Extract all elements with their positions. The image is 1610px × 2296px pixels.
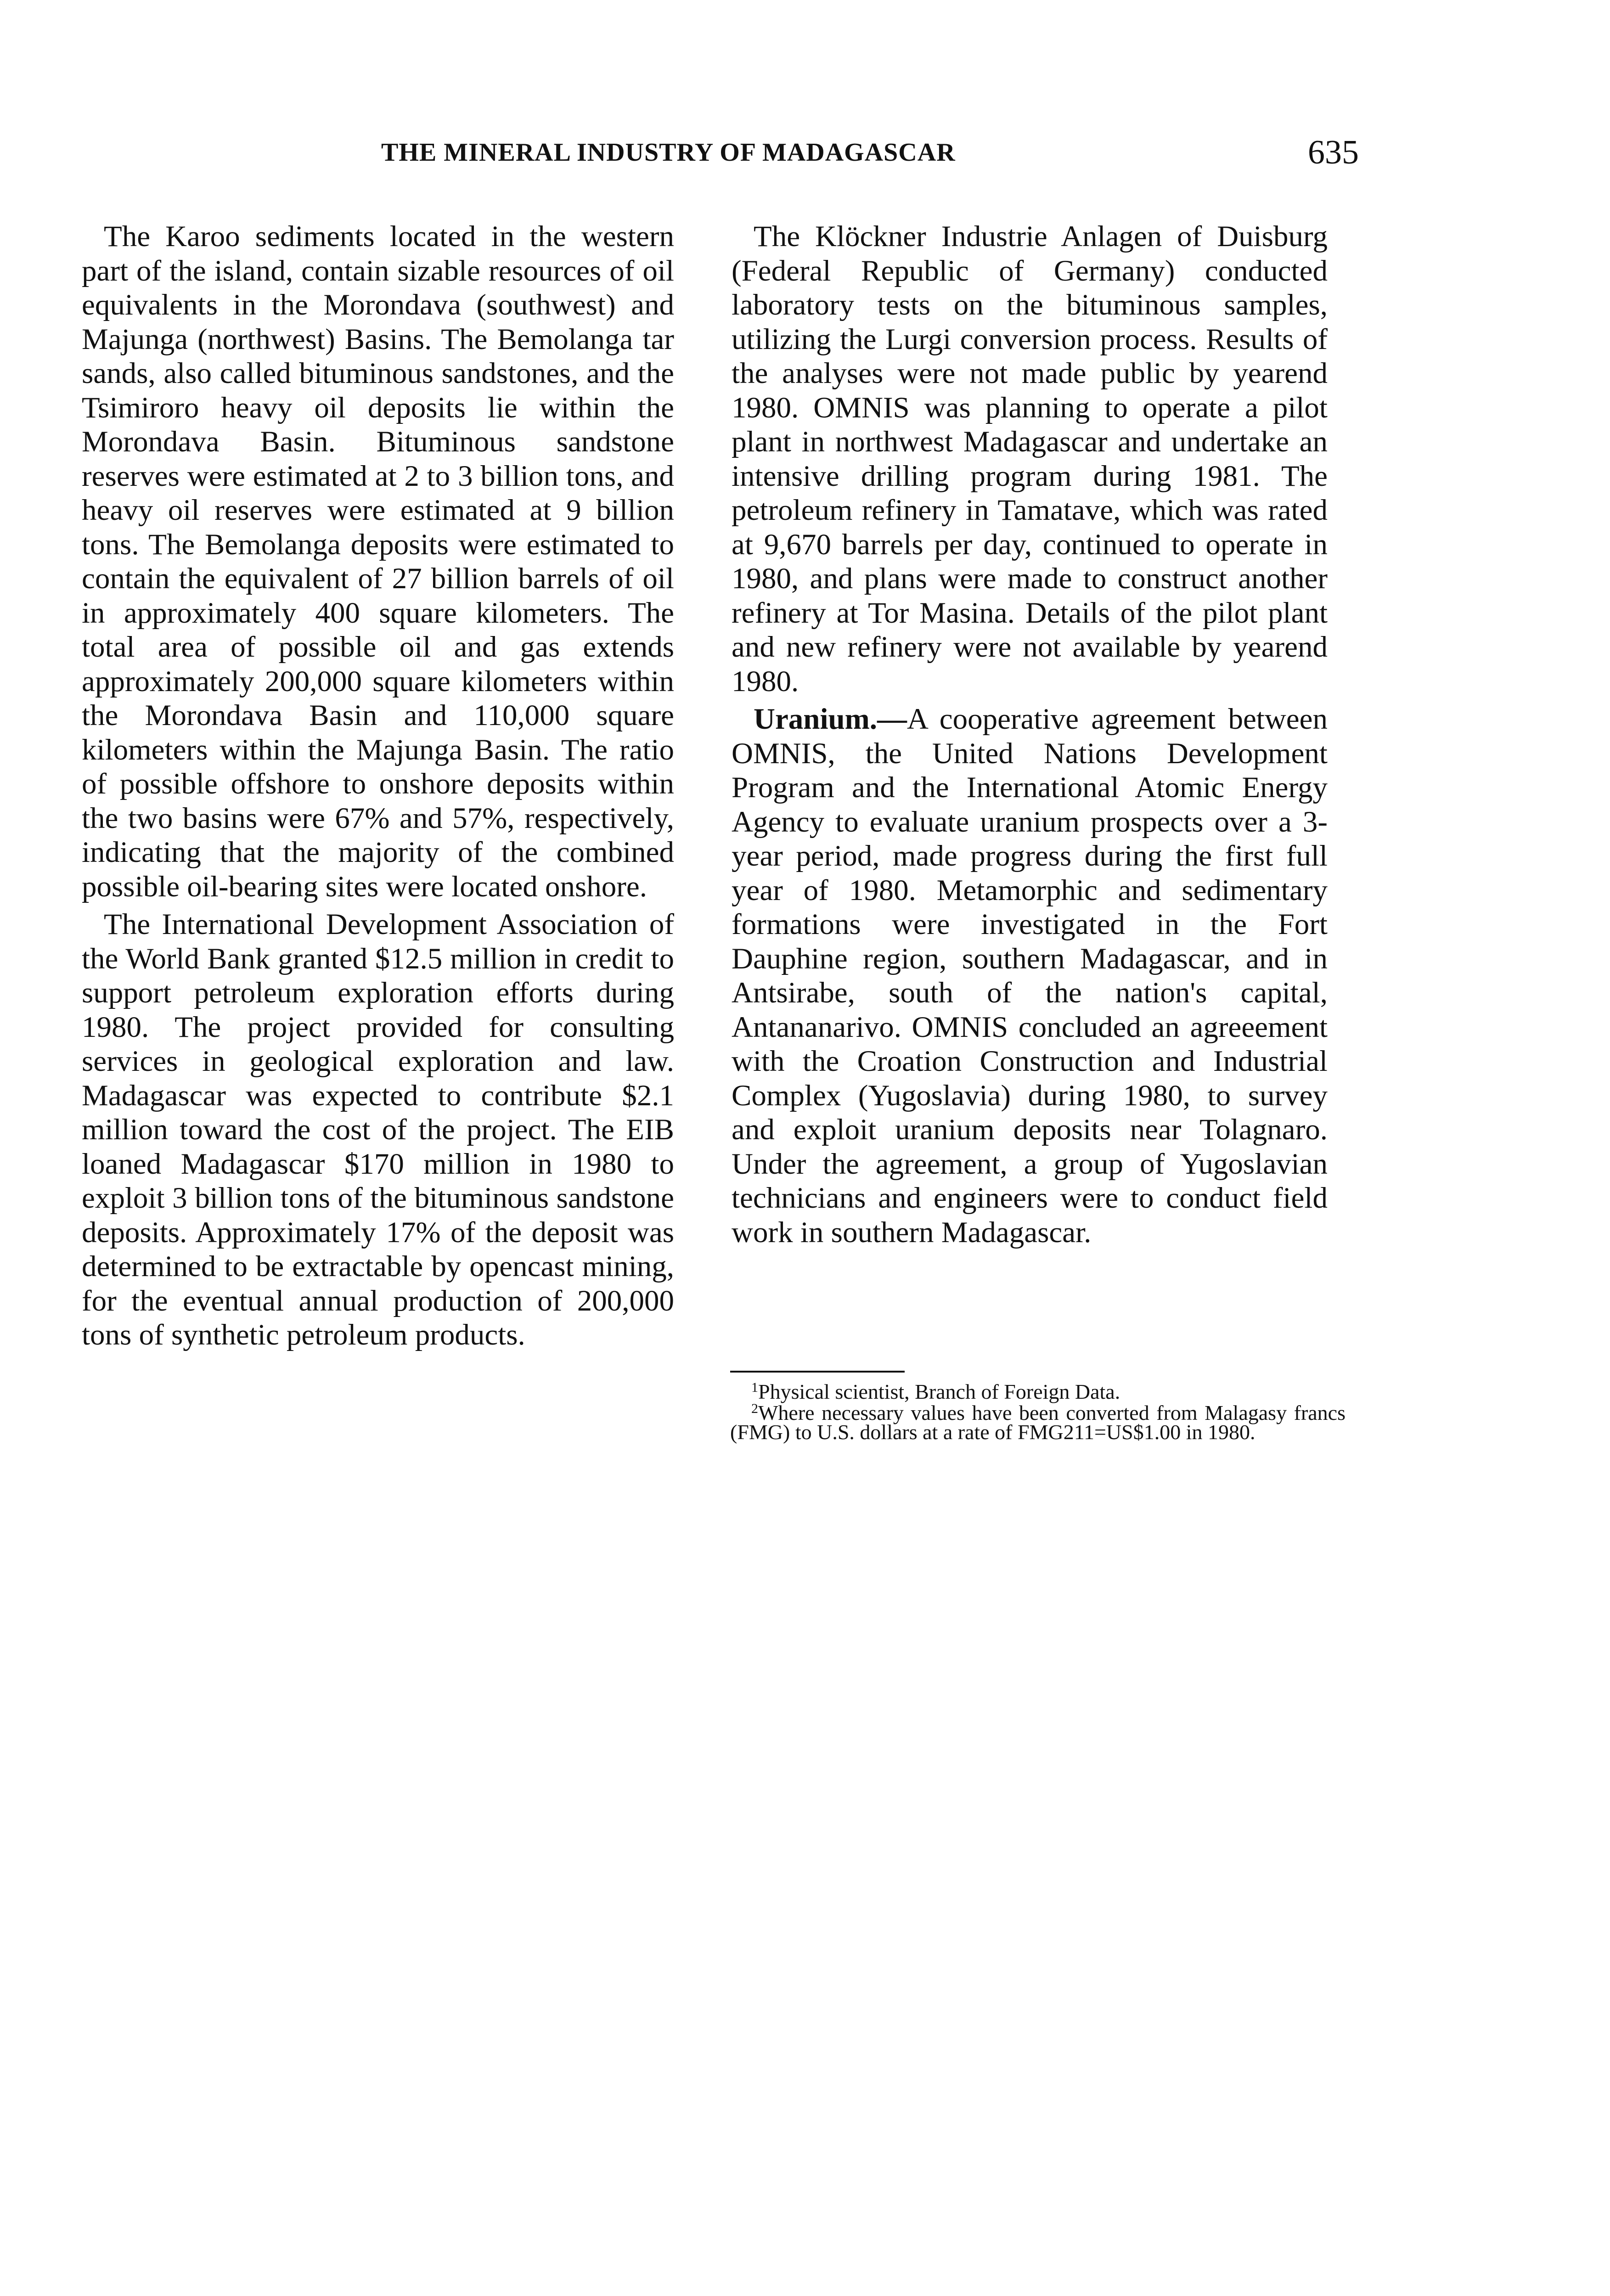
uranium-paragraph-text: A cooperative agreement between OMNIS, the United Nations Development Program and the International Atomic Energy Agency to evaluate uranium prospects over a 3-year period, made progress during the first full year of 1980. Metamorphic and sedimentary formations were investigated in the Fort Dauphine region, southern Madagascar, and in Antsirabe, south of the nation's capital, Antananarivo. OMNIS concluded an agreeement with the Croation Construction and Industrial Complex (Yugoslavia) during 1980, to survey and exploit uranium deposits near Tolagnaro. Under the agreement, a group of Yugoslavian technicians and engineers were to conduct field work in southern Madagascar.	[732, 703, 1328, 1249]
left-column	[82, 219, 674, 1352]
footnote	[730, 1382, 1345, 1401]
paragraph-klockner-tests: The Klöckner Industrie Anlagen of Duisburg (Federal Republic of Germany) conducted laboratory tests on the bituminous samples, utilizing the Lurgi conversion process. Results of the analyses were not made public by yearend 1980. OMNIS was planning to operate a pilot plant in northwest Madagascar and undertake an intensive drilling program during 1981. The petroleum refinery in Tamatave, which was rated at 9,670 barrels per day, continued to operate in 1980, and plans were made to construct another refinery at Tor Masina. Details of the pilot plant and new refinery were not available by yearend 1980.	[732, 220, 1328, 698]
footnote-separator	[730, 1371, 905, 1373]
footnotes	[730, 1382, 1345, 1444]
footnote-mark: 1	[751, 1380, 758, 1395]
footnote-mark: 2	[751, 1401, 758, 1416]
paragraph-uranium	[732, 702, 1328, 1249]
footnote	[730, 1403, 1345, 1442]
page-number: 635	[1308, 134, 1359, 171]
paragraph-world-bank-credit: The International Development Association of the World Bank granted $12.5 million in credit to support petroleum exploration efforts during 1980. The project provided for consulting services in geological exploration and law. Madagascar was expected to contribute $2.1 million toward the cost of the project. The EIB loaned Madagascar $170 million in 1980 to exploit 3 billion tons of the bituminous sandstone deposits. Approximately 17% of the deposit was determined to be extractable by opencast mining, for the eventual annual production of 200,000 tons of synthetic petroleum products.	[82, 908, 674, 1351]
footnote-text: Physical scientist, Branch of Foreign Data.	[758, 1380, 1120, 1403]
paragraph-karoo-sediments: The Karoo sediments located in the western part of the island, contain sizable resources of oil equivalents in the Morondava (southwest) and Majunga (northwest) Basins. The Bemolanga tar sands, also called bituminous sandstones, and the Tsimiroro heavy oil deposits lie within the Morondava Basin. Bituminous sandstone reserves were estimated at 2 to 3 billion tons, and heavy oil reserves were estimated at 9 billion tons. The Bemolanga deposits were estimated to contain the equivalent of 27 billion barrels of oil in approximately 400 square kilometers. The total area of possible oil and gas extends approximately 200,000 square kilometers within the Morondava Basin and 110,000 square kilometers within the Majunga Basin. The ratio of possible offshore to onshore deposits within the two basins were 67% and 57%, respectively, indicating that the majority of the combined possible oil-bearing sites were located onshore.	[82, 220, 674, 903]
running-title: THE MINERAL INDUSTRY OF MADAGASCAR	[381, 138, 956, 167]
uranium-section-heading: Uranium.—	[754, 703, 907, 736]
right-column	[732, 219, 1328, 1249]
footnote-text: Where necessary values have been converted from Malagasy francs (FMG) to U.S. dollars at a rate of FMG211=US$1.00 in 1980.	[730, 1401, 1345, 1444]
